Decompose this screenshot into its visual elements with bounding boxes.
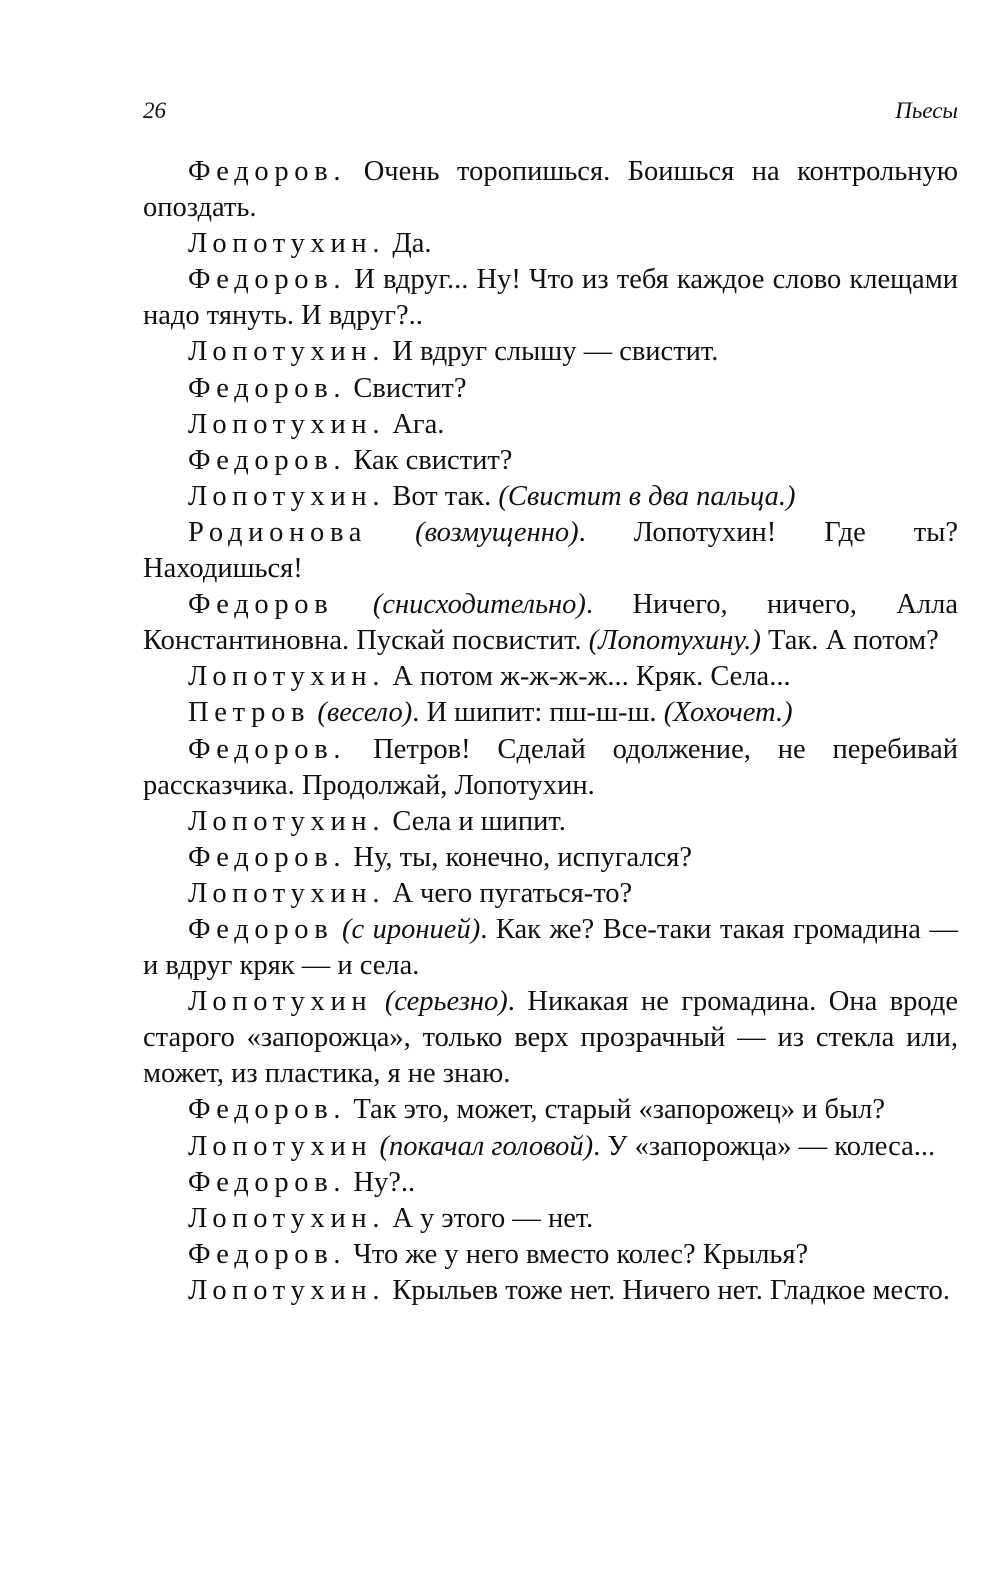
dialogue-line bbox=[143, 1201, 958, 1237]
page-number: 26 bbox=[143, 98, 166, 123]
dialogue-line bbox=[143, 154, 958, 226]
dialogue-line bbox=[143, 1237, 958, 1273]
line-text: Что же у него вместо колес? Крылья? bbox=[346, 1238, 809, 1270]
speaker-name: Лопотухин. bbox=[188, 877, 386, 909]
line-text: Села и шипит. bbox=[385, 805, 566, 837]
speaker-name: Лопотухин. bbox=[188, 1274, 386, 1306]
dialogue-line bbox=[143, 371, 958, 407]
dialogue-line bbox=[143, 515, 958, 587]
speaker-name: Федоров. bbox=[188, 733, 347, 765]
line-text: . Никакая не громадина. Она вроде старого «запорожца», только верх прозрачный — из стекла или, может, из пластика, я не знаю. bbox=[143, 986, 958, 1090]
line-text: И вдруг слышу — свистит. bbox=[385, 336, 719, 368]
running-head bbox=[143, 96, 958, 126]
line-text: . И шипит: пш-ш-ш. (Хохочет.) bbox=[412, 697, 793, 729]
speaker-name: Федоров. bbox=[188, 372, 347, 404]
speaker-name: Лопотухин. bbox=[188, 408, 386, 440]
dialogue-line bbox=[143, 1092, 958, 1128]
dialogue-line bbox=[143, 659, 958, 695]
speaker-name: Лопотухин. bbox=[188, 228, 386, 260]
line-text: . Ничего, ничего, Алла Константиновна. Пускай посвистит. (Лопотухину.) Так. А потом? bbox=[143, 589, 958, 657]
speaker-name: Родионова bbox=[188, 516, 368, 548]
line-text: А чего пугаться-то? bbox=[385, 877, 633, 909]
stage-direction: (покачал головой) bbox=[372, 1130, 594, 1162]
dialogue-line bbox=[143, 840, 958, 876]
dialogue-line bbox=[143, 407, 958, 443]
speaker-name: Лопотухин. bbox=[188, 480, 386, 512]
line-text: И вдруг... Ну! Что из тебя каждое слово клещами надо тянуть. И вдруг?.. bbox=[143, 264, 958, 332]
speaker-name: Петров bbox=[188, 697, 311, 729]
dialogue-line bbox=[143, 1165, 958, 1201]
dialogue-line bbox=[143, 732, 958, 804]
dialogue-line bbox=[143, 1129, 958, 1165]
speaker-name: Федоров bbox=[188, 913, 334, 945]
line-text: Петров! Сделай одолжение, не перебивай рассказчика. Продолжай, Лопотухин. bbox=[143, 733, 958, 801]
speaker-name: Федоров bbox=[188, 589, 334, 621]
dialogue-line bbox=[143, 479, 958, 515]
stage-direction: (Лопотухину.) bbox=[588, 625, 761, 657]
speaker-name: Федоров. bbox=[188, 264, 347, 296]
speaker-name: Лопотухин bbox=[188, 986, 373, 1018]
stage-direction: (серьезно) bbox=[372, 986, 508, 1018]
line-text: Вот так. (Свистит в два пальца.) bbox=[385, 480, 796, 512]
dialogue-line bbox=[143, 334, 958, 370]
speaker-name: Федоров. bbox=[188, 1094, 347, 1126]
stage-direction: (с иронией) bbox=[333, 913, 481, 945]
dialogue-line bbox=[143, 226, 958, 262]
line-text: Свистит? bbox=[346, 372, 467, 404]
line-text: . Как же? Все-таки такая громадина — и вдруг кряк — и села. bbox=[143, 913, 958, 982]
stage-direction: (Хохочет.) bbox=[663, 697, 793, 729]
line-text: Ну, ты, конечно, испугался? bbox=[346, 841, 692, 873]
dialogue-line bbox=[143, 804, 958, 840]
speaker-name: Лопотухин bbox=[188, 1130, 373, 1162]
speaker-name: Лопотухин. bbox=[188, 1202, 386, 1234]
speaker-name: Лопотухин. bbox=[188, 805, 386, 837]
play-text bbox=[143, 154, 958, 1309]
dialogue-line bbox=[143, 262, 958, 334]
line-text: Как свистит? bbox=[346, 444, 513, 476]
line-text: Ага. bbox=[385, 408, 445, 440]
dialogue-line bbox=[143, 876, 958, 912]
section-title: Пьесы bbox=[895, 98, 958, 123]
speaker-name: Федоров. bbox=[188, 444, 347, 476]
speaker-name: Федоров. bbox=[188, 1238, 347, 1270]
stage-direction: (Свистит в два пальца.) bbox=[498, 480, 796, 512]
line-text: . Лопотухин! Где ты? Находишься! bbox=[143, 516, 959, 585]
stage-direction: (возмущенно) bbox=[367, 516, 579, 548]
stage-direction: (весело) bbox=[310, 697, 413, 729]
line-text: А у этого — нет. bbox=[385, 1202, 594, 1234]
line-text: Да. bbox=[385, 228, 432, 260]
dialogue-line bbox=[143, 695, 958, 731]
speaker-name: Лопотухин. bbox=[188, 336, 386, 368]
line-text: А потом ж-ж-ж-ж... Кряк. Села... bbox=[385, 661, 791, 693]
dialogue-line bbox=[143, 443, 958, 479]
line-text: . У «запорожца» — колеса... bbox=[593, 1130, 936, 1162]
dialogue-line bbox=[143, 587, 958, 659]
stage-direction: (снисходительно) bbox=[333, 589, 586, 621]
line-text: Очень торопишься. Боишься на контрольную опоздать. bbox=[143, 156, 958, 224]
line-text: Крыльев тоже нет. Ничего нет. Гладкое место. bbox=[385, 1274, 950, 1306]
line-text: Ну?.. bbox=[346, 1166, 416, 1198]
dialogue-line bbox=[143, 1273, 958, 1309]
speaker-name: Федоров. bbox=[188, 156, 347, 187]
speaker-name: Федоров. bbox=[188, 1166, 347, 1198]
speaker-name: Федоров. bbox=[188, 841, 347, 873]
line-text: Так это, может, старый «запорожец» и был? bbox=[346, 1094, 886, 1126]
speaker-name: Лопотухин. bbox=[188, 661, 386, 693]
dialogue-line bbox=[143, 912, 958, 984]
dialogue-line bbox=[143, 984, 958, 1092]
